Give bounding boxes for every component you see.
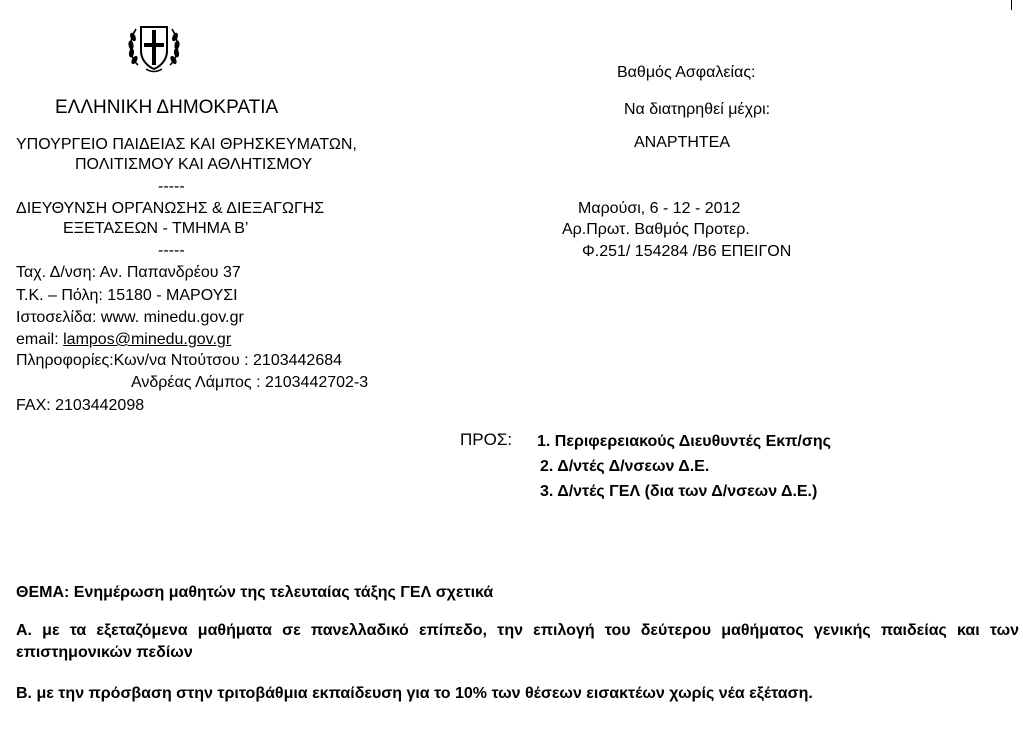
protocol-header: Αρ.Πρωτ. Βαθμός Προτερ. xyxy=(562,221,750,238)
recipient-item: 1. Περιφερειακούς Διευθυντές Εκπ/σης xyxy=(537,433,831,450)
subject-label: ΘΕΜΑ xyxy=(16,584,64,601)
greek-coat-of-arms-icon xyxy=(124,17,184,77)
security-level: Βαθμός Ασφαλείας: xyxy=(617,64,756,81)
postal-code-city: Τ.Κ. – Πόλη: 15180 - ΜΑΡΟΥΣΙ xyxy=(16,287,238,304)
directorate-line-2: ΕΞΕΤΑΣΕΩΝ - ΤΜΗΜΑ Β’ xyxy=(63,220,249,237)
place-date: Μαρούσι, 6 - 12 - 2012 xyxy=(578,200,741,217)
separator: ----- xyxy=(158,242,185,259)
email-line xyxy=(16,330,231,349)
fax: FAX: 2103442098 xyxy=(16,397,145,414)
ministry-line-1: ΥΠΟΥΡΓΕΙΟ ΠΑΙΔΕΙΑΣ ΚΑΙ ΘΡΗΣΚΕΥΜΑΤΩΝ, xyxy=(16,136,357,153)
recipient-item: 2. Δ/ντές Δ/νσεων Δ.Ε. xyxy=(540,458,710,475)
keep-until: Να διατηρηθεί μέχρι: xyxy=(624,101,771,118)
recipient-item: 3. Δ/ντές ΓΕΛ (δια των Δ/νσεων Δ.Ε.) xyxy=(540,483,818,500)
subject-point-b: Β. με την πρόσβαση στην τριτοβάθμια εκπαίδευση για το 10% των θέσεων εισακτέων χωρίς νέα εξέταση. xyxy=(16,685,813,702)
subject-line xyxy=(16,583,493,602)
address: Ταχ. Δ/νση: Αν. Παπανδρέου 37 xyxy=(16,264,241,281)
info-line-1: Πληροφορίες:Κων/να Ντούτσου : 2103442684 xyxy=(16,352,343,369)
email-label: email: xyxy=(16,331,64,348)
page-edge-mark xyxy=(1011,0,1012,10)
info-line-2: Ανδρέας Λάμπος : 2103442702-3 xyxy=(131,374,369,391)
subject-point-a: Α. με τα εξεταζόμενα μαθήματα σε πανελλαδικό επίπεδο, την επιλογή του δεύτερου μαθήματος γενικής παιδείας και των επιστημονικών πεδίων xyxy=(16,622,1019,661)
website: Ιστοσελίδα: www. minedu.gov.gr xyxy=(16,309,244,326)
directorate-line-1: ΔΙΕΥΘΥΝΣΗ ΟΡΓΑΝΩΣΗΣ & ΔΙΕΞΑΓΩΓΗΣ xyxy=(16,200,325,217)
email-link[interactable]: lampos@minedu.gov.gr xyxy=(63,331,232,348)
posting-status: ΑΝΑΡΤΗΤΕΑ xyxy=(634,134,731,151)
protocol-number: Φ.251/ 154284 /Β6 ΕΠΕΙΓΟΝ xyxy=(582,243,792,260)
separator: ----- xyxy=(158,178,185,195)
recipients-label: ΠΡΟΣ: xyxy=(460,430,513,449)
ministry-line-2: ΠΟΛΙΤΙΣΜΟΥ ΚΑΙ ΑΘΛΗΤΙΣΜΟΥ xyxy=(75,156,313,173)
republic-title: ΕΛΛΗΝΙΚΗ ΔΗΜΟΚΡΑΤΙΑ xyxy=(55,97,279,118)
subject-text: : Ενημέρωση μαθητών της τελευταίας τάξης ΓΕΛ σχετικά xyxy=(64,584,494,601)
